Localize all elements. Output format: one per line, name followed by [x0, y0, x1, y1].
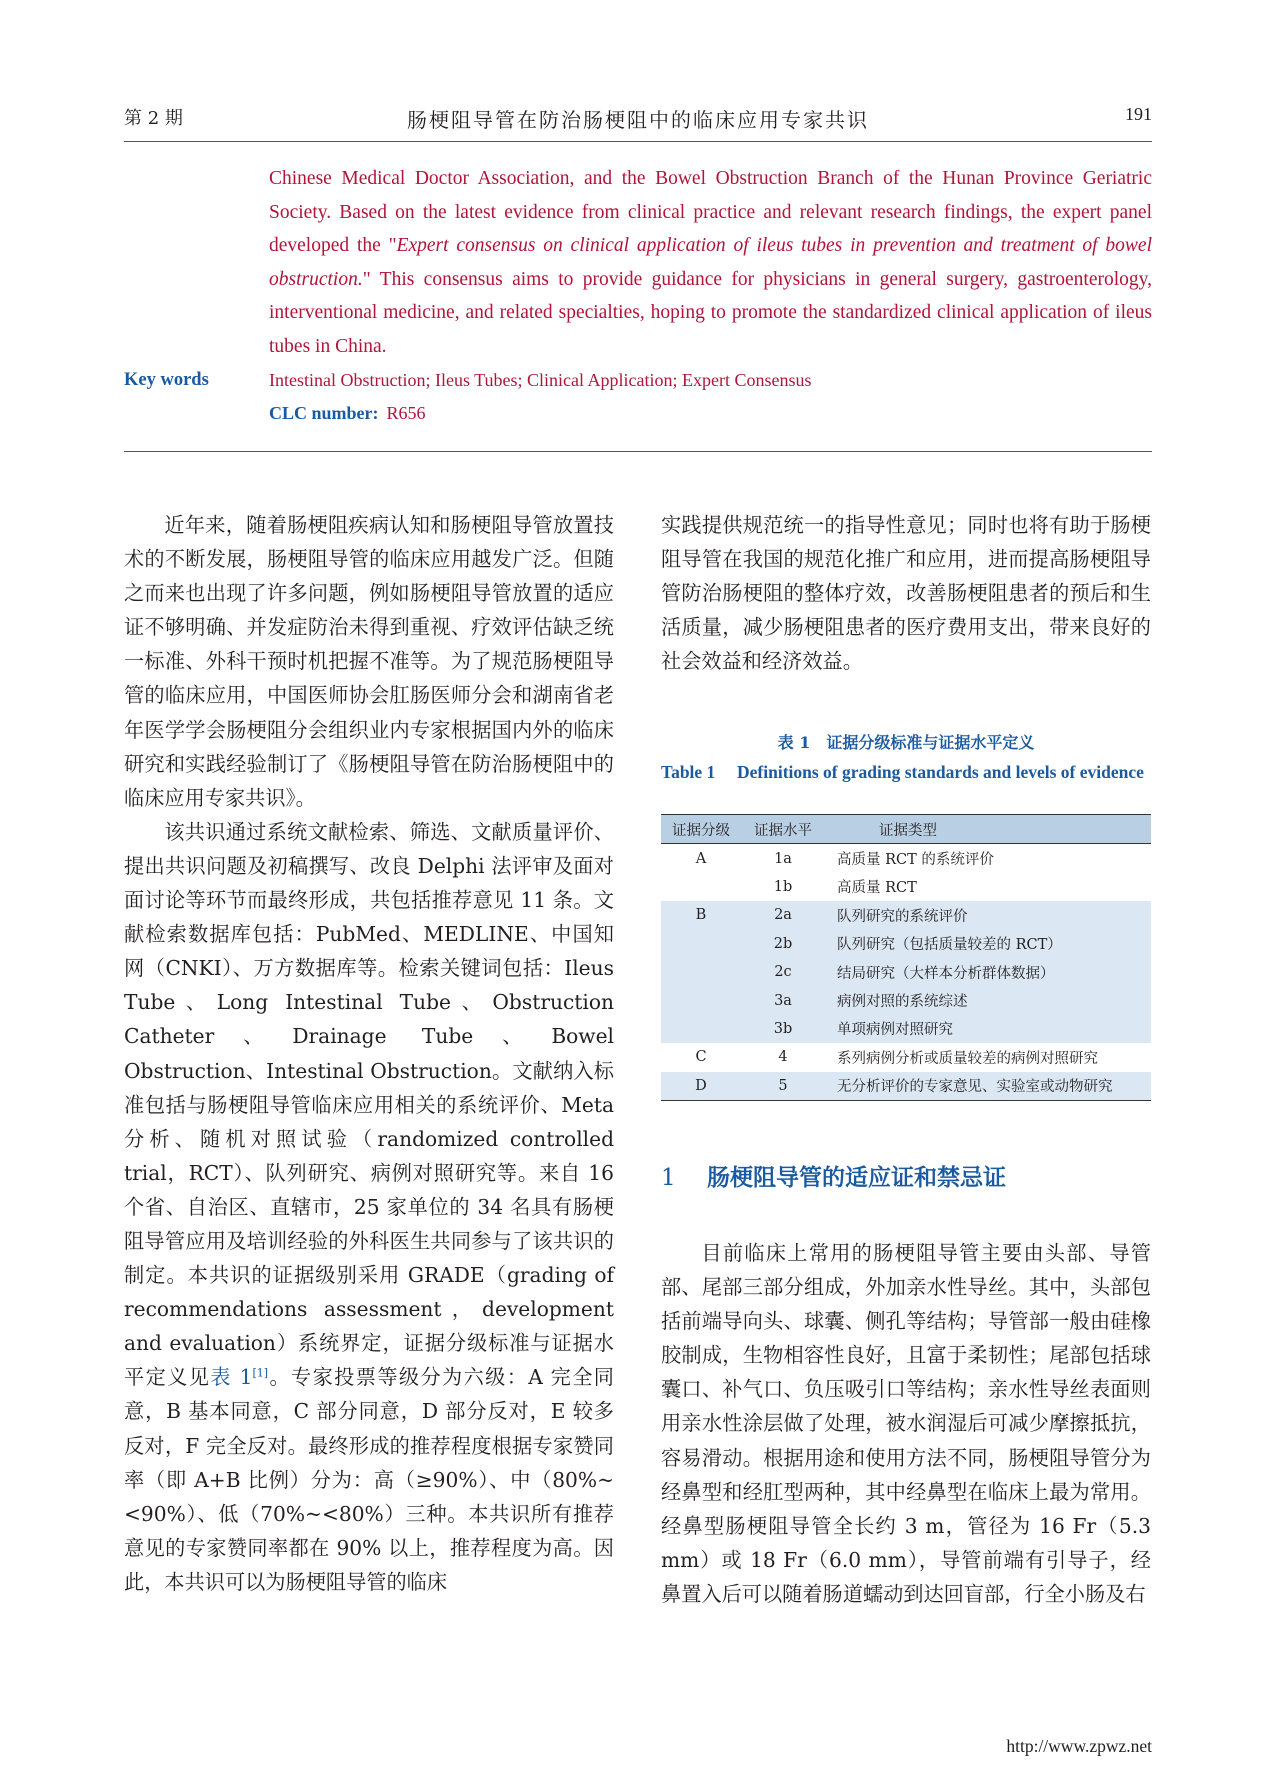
section-number: 1 [661, 1165, 676, 1191]
table-1-title-cn: 表 1 证据分级标准与证据水平定义 [777, 733, 1035, 752]
cell-grade [661, 958, 741, 986]
table-ref-text: 表 1 [210, 1365, 253, 1390]
footer-url[interactable]: http://www.zpwz.net [1006, 1736, 1152, 1756]
header-rule [124, 141, 1152, 142]
cell-level: 2a [774, 907, 792, 924]
cell-grade [661, 1015, 741, 1043]
cell-grade: A [695, 850, 707, 867]
table-1-reference-link[interactable] [210, 1365, 268, 1389]
table-row [661, 1043, 1151, 1071]
clc-label: CLC number: [269, 403, 379, 423]
cell-type: 无分析评价的专家意见、实验室或动物研究 [825, 1072, 1151, 1101]
cell-level: 2b [773, 935, 793, 952]
cell-type: 单项病例对照研究 [837, 1022, 953, 1039]
header-grade: 证据分级 [661, 815, 741, 844]
cell-grade: C [695, 1049, 707, 1066]
table-row [661, 1015, 1151, 1043]
table-row [661, 1072, 1151, 1101]
methods-text-part2: 。专家投票等级分为六级：A 完全同意，B 基本同意，C 部分同意，D 部分反对，E 较多反对，F 完全反对。最终形成的推荐程度根据专家赞同率（即 A+B 比例）分为：高（≥90%）、中（80%~<90%）、低（70%~<80%）三种。本共识所有推荐意见的专家赞同率都在 90% 以上，推荐程度为高。因此，本共识可以为肠梗阻导管的临床 [124, 1365, 614, 1594]
running-header [124, 104, 1152, 140]
cell-type: 高质量 RCT 的系统评价 [837, 852, 994, 869]
section-1-heading [661, 1159, 1006, 1192]
table-row [661, 873, 1151, 901]
keywords-label: Key words [124, 370, 209, 390]
cell-grade: B [695, 907, 707, 924]
section-title: 肠梗阻导管的适应证和禁忌证 [707, 1164, 1006, 1191]
table-1-title-en [661, 759, 1151, 786]
cell-grade: D [661, 1072, 741, 1101]
cell-type: 队列研究（包括质量较差的 RCT） [837, 937, 1062, 954]
header-level: 证据水平 [741, 815, 825, 844]
body-right-column-bottom [661, 1236, 1151, 1611]
table-row [661, 958, 1151, 986]
body-paragraph-intro: 近年来，随着肠梗阻疾病认知和肠梗阻导管放置技术的不断发展，肠梗阻导管的临床应用越发广泛。但随之而来也出现了许多问题，例如肠梗阻导管放置的适应证不够明确、并发症防治未得到重视、疗效评估缺乏统一标准、外科干预时机把握不准等。为了规范肠梗阻导管的临床应用，中国医师协会肛肠医师分会和湖南省老年医学学会肠梗阻分会组织业内专家根据国内外的临床研究和实践经验制订了《肠梗阻导管在防治肠梗阻中的临床应用专家共识》。 [124, 513, 614, 810]
abstract-text-part1: Chinese Medical Doctor Association, and the Bowel Obstruction Branch of the Hunan Province Geriatric Society. Based on the latest evidence from clinical practice and relevant research findings, the expert panel developed the " [269, 168, 1152, 256]
table-row [661, 844, 1151, 873]
table-row [661, 930, 1151, 958]
cell-type: 病例对照的系统综述 [837, 994, 968, 1011]
abstract-text [269, 162, 1152, 363]
citation-sup: [1] [252, 1366, 269, 1380]
cell-grade [661, 930, 741, 958]
cell-level: 3a [774, 992, 792, 1009]
table-row [661, 986, 1151, 1014]
cell-type: 系列病例分析或质量较差的病例对照研究 [837, 1050, 1098, 1067]
cell-level: 1a [774, 850, 792, 867]
page-number: 191 [1125, 104, 1152, 124]
clc-value: R656 [386, 403, 426, 423]
abstract-text-part2: " This consensus aims to provide guidance for physicians in general surgery, gastroenterology, interventional medicine, and related specialties, hoping to promote the standardized clinical application of ileus tubes in China. [269, 268, 1152, 357]
body-left-column [124, 508, 614, 1599]
cell-grade [661, 873, 741, 901]
table-header-row [661, 815, 1151, 844]
table-1-label: Table 1 [661, 762, 716, 782]
table-row [661, 901, 1151, 929]
header-type: 证据类型 [825, 815, 1151, 844]
journal-running-title: 肠梗阻导管在防治肠梗阻中的临床应用专家共识 [407, 108, 869, 132]
cell-type: 高质量 RCT [837, 880, 917, 897]
abstract-italic-title: Expert consensus on clinical application of ileus tubes in prevention and treatment of bowel obstruction. [269, 235, 1152, 290]
cell-level: 3b [773, 1020, 793, 1037]
cell-grade [661, 986, 741, 1014]
table-1-caption: Definitions of grading standards and levels of evidence [737, 762, 1144, 782]
body-paragraph-continued: 实践提供规范统一的指导性意见；同时也将有助于肠梗阻导管在我国的规范化推广和应用，进而提高肠梗阻导管防治肠梗阻的整体疗效，改善肠梗阻患者的预后和生活质量，减少肠梗阻患者的医疗费用支出，带来良好的社会效益和经济效益。 [661, 513, 1151, 674]
cell-level: 4 [778, 1049, 788, 1066]
methods-text-part1: 该共识通过系统文献检索、筛选、文献质量评价、提出共识问题及初稿撰写、改良 Delphi 法评审及面对面讨论等环节而最终形成，共包括推荐意见 11 条。文献检索数据库包括：PubMed、MEDLINE、中国知网（CNKI）、万方数据库等。检索关键词包括：Ileus Tube、Long Intestinal Tube、Obstruction Catheter、Drainage Tube、Bowel Obstruction、Intestinal Obstruction。文献纳入标准包括与肠梗阻导管临床应用相关的系统评价、Meta 分析、随机对照试验（randomized controlled trial，RCT）、队列研究、病例对照研究等。来自 16 个省、自治区、直辖市，25 家单位的 34 名具有肠梗阻导管应用及培训经验的外科医生共同参与了该共识的制定。本共识的证据级别采用 GRADE（grading of recommendations assessment，development and evaluation）系统界定，证据分级标准与证据水平定义见 [124, 819, 614, 1390]
abstract-bottom-rule [124, 451, 1152, 452]
table-body [661, 844, 1151, 1101]
english-abstract [269, 162, 1152, 363]
issue-number: 第 2 期 [124, 108, 183, 129]
clc-number [269, 403, 426, 424]
cell-level: 5 [741, 1072, 825, 1101]
keywords-text: Intestinal Obstruction; Ileus Tubes; Clinical Application; Expert Consensus [269, 370, 812, 390]
body-right-column-top [661, 508, 1151, 678]
evidence-grading-table [661, 814, 1151, 1101]
body-paragraph-tube-structure: 目前临床上常用的肠梗阻导管主要由头部、导管部、尾部三部分组成，外加亲水性导丝。其中，头部包括前端导向头、球囊、侧孔等结构；导管部一般由硅橡胶制成，生物相容性良好，且富于柔韧性；尾部包括球囊口、补气口、负压吸引口等结构；亲水性导丝表面则用亲水性涂层做了处理，被水润湿后可减少摩擦抵抗，容易滑动。根据用途和使用方法不同，肠梗阻导管分为经鼻型和经肛型两种，其中经鼻型在临床上最为常用。经鼻型肠梗阻导管全长约 3 m，管径为 16 Fr（5.3 mm）或 18 Fr（6.0 mm），导管前端有引导子，经鼻置入后可以随着肠道蠕动到达回盲部，行全小肠及右 [661, 1241, 1151, 1606]
body-paragraph-methods [124, 815, 614, 1599]
cell-level: 1b [773, 878, 793, 895]
cell-type: 结局研究（大样本分析群体数据） [837, 965, 1055, 982]
cell-level: 2c [774, 964, 792, 981]
cell-type: 队列研究的系统评价 [837, 908, 968, 925]
